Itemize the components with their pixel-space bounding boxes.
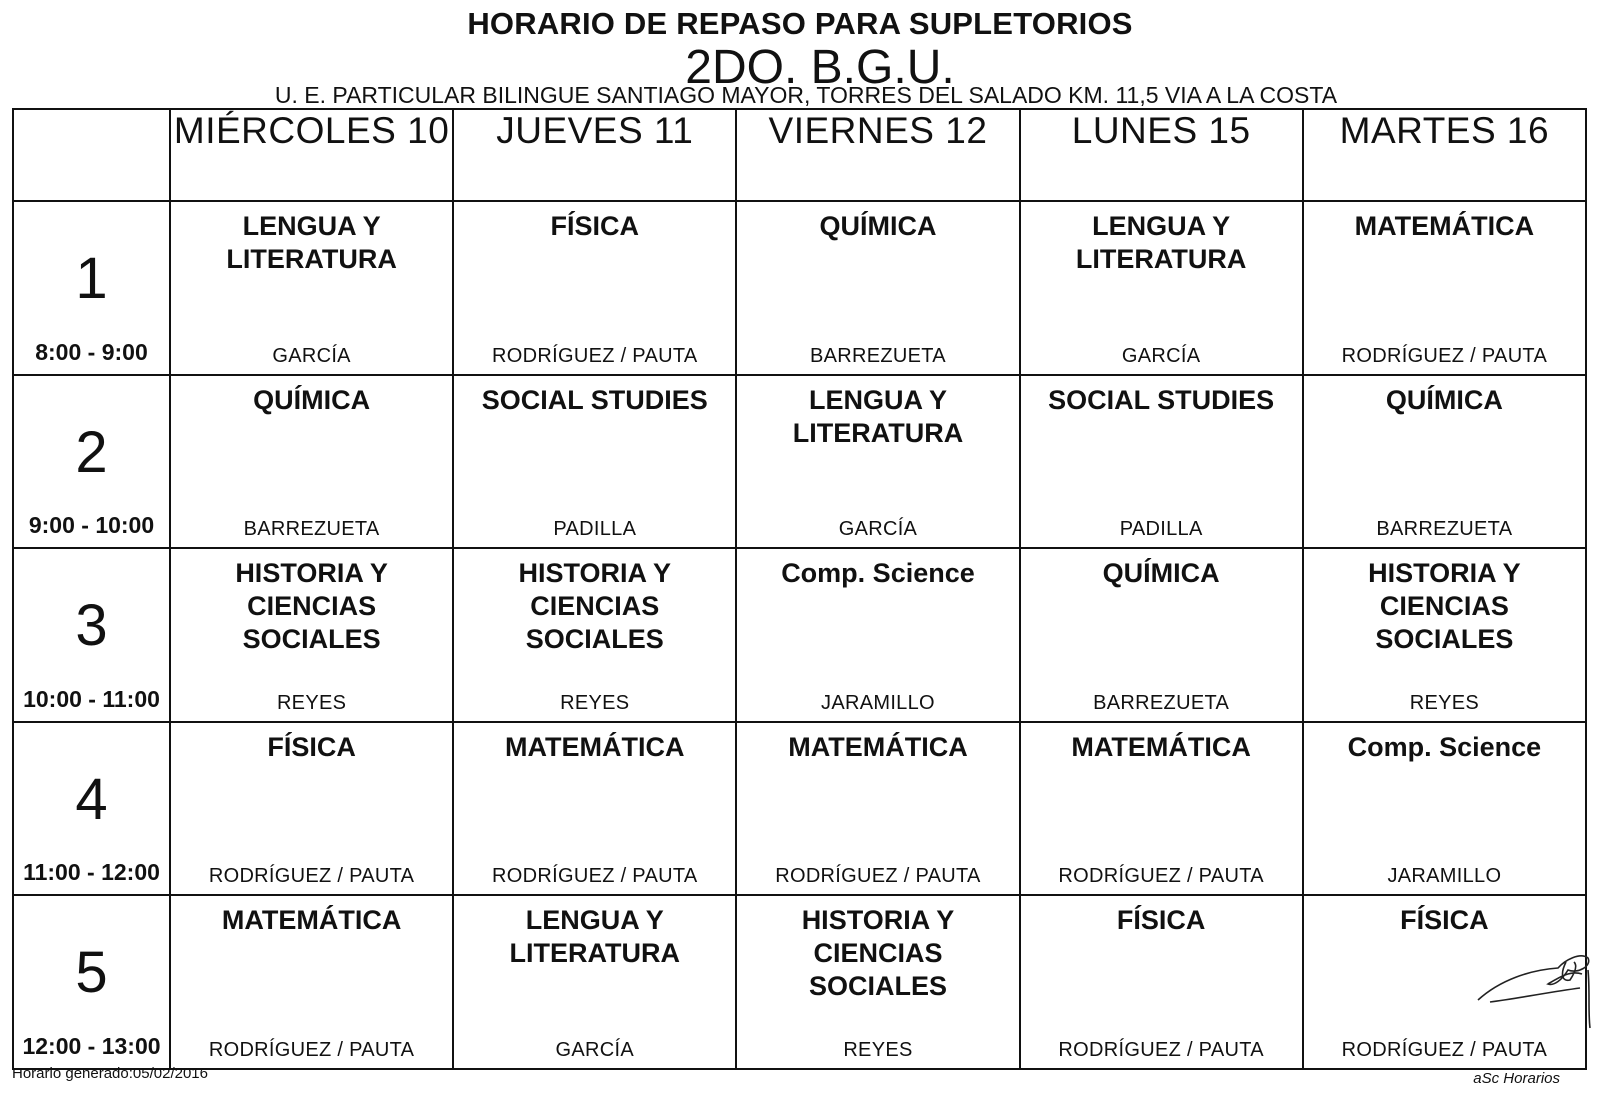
subject-name: QUÍMICA <box>819 211 937 241</box>
teacher-name: RODRÍGUEZ / PAUTA <box>208 865 415 888</box>
day-header: MARTES 16 <box>1303 109 1586 201</box>
schedule-cell <box>170 722 453 896</box>
day-header: VIERNES 12 <box>736 109 1019 201</box>
schedule-cell <box>453 548 736 722</box>
schedule-cell <box>1020 548 1303 722</box>
period-number: 5 <box>75 940 108 1006</box>
subject-name: FÍSICA <box>1400 905 1489 936</box>
period-time: 11:00 - 12:00 <box>23 859 160 886</box>
subject-name: QUÍMICA <box>1385 384 1503 415</box>
teacher-name: PADILLA <box>553 518 637 541</box>
schedule-cell <box>1020 201 1303 375</box>
subject-name: FÍSICA <box>1116 905 1206 936</box>
corner-cell <box>13 109 170 201</box>
period-number: 1 <box>75 246 108 311</box>
teacher-name: BARREZUETA <box>243 518 380 541</box>
subject-name: QUÍMICA <box>1102 558 1220 589</box>
subject-name: MATEMÁTICA <box>1071 731 1251 762</box>
schedule-cell <box>453 375 736 549</box>
subject-name: LENGUA Y LITERATURA <box>792 384 964 448</box>
subject-name: HISTORIA Y CIENCIAS SOCIALES <box>1368 558 1521 655</box>
teacher-name: BARREZUETA <box>1093 691 1230 714</box>
subject-name: MATEMÁTICA <box>221 905 402 936</box>
day-header: MIÉRCOLES 10 <box>170 109 453 201</box>
schedule-cell <box>736 722 1019 896</box>
schedule-cell <box>736 548 1019 722</box>
subject-name: LENGUA Y LITERATURA <box>226 211 397 274</box>
subject-name: LENGUA Y LITERATURA <box>509 905 681 969</box>
subject-name: Comp. Science <box>781 558 975 589</box>
teacher-name: RODRÍGUEZ / PAUTA <box>1341 1039 1548 1061</box>
schedule-cell <box>453 201 736 375</box>
subject-name: HISTORIA Y CIENCIAS SOCIALES <box>518 558 672 655</box>
subject-name: MATEMÁTICA <box>1354 211 1535 241</box>
schedule-cell <box>1303 548 1586 722</box>
period-time: 12:00 - 13:00 <box>22 1033 161 1059</box>
schedule-cell <box>453 895 736 1069</box>
period-number: 3 <box>75 593 108 659</box>
period-time: 9:00 - 10:00 <box>28 512 155 539</box>
schedule-cell <box>1303 201 1586 375</box>
day-header: JUEVES 11 <box>453 109 736 201</box>
period-cell <box>13 548 170 722</box>
teacher-name: RODRÍGUEZ / PAUTA <box>1341 344 1548 367</box>
school-name: U. E. PARTICULAR BILINGUE SANTIAGO MAYOR, TORRES DEL SALADO KM. 11,5 VIA A LA COSTA <box>274 82 1338 108</box>
teacher-name: RODRÍGUEZ / PAUTA <box>775 865 981 888</box>
teacher-name: REYES <box>560 691 630 714</box>
period-row <box>13 548 1586 722</box>
teacher-name: REYES <box>276 691 347 714</box>
day-header-row <box>13 109 1586 201</box>
teacher-name: GARCÍA <box>555 1039 635 1061</box>
teacher-name: GARCÍA <box>272 344 351 367</box>
schedule-cell <box>736 201 1019 375</box>
teacher-name: RODRÍGUEZ / PAUTA <box>1058 865 1264 888</box>
schedule-cell <box>1303 722 1586 896</box>
period-row <box>13 201 1586 375</box>
teacher-name: BARREZUETA <box>1376 518 1513 541</box>
schedule-cell <box>170 548 453 722</box>
schedule-table <box>12 108 1587 1070</box>
period-row <box>13 895 1586 1069</box>
teacher-name: REYES <box>1409 691 1480 714</box>
schedule-cell <box>736 375 1019 549</box>
period-number: 4 <box>75 766 108 832</box>
schedule-cell <box>453 722 736 896</box>
course-name: 2DO. B.G.U. <box>685 41 955 94</box>
teacher-name: BARREZUETA <box>809 344 946 367</box>
document-title: HORARIO DE REPASO PARA SUPLETORIOS <box>467 6 1133 41</box>
teacher-name: RODRÍGUEZ / PAUTA <box>208 1039 415 1061</box>
teacher-name: RODRÍGUEZ / PAUTA <box>492 344 698 367</box>
schedule-cell <box>736 895 1019 1069</box>
schedule-cell <box>170 201 453 375</box>
period-cell <box>13 375 170 549</box>
subject-name: Comp. Science <box>1347 731 1542 762</box>
period-time: 10:00 - 11:00 <box>23 685 160 712</box>
schedule-cell <box>1303 375 1586 549</box>
schedule-cell <box>1020 375 1303 549</box>
subject-name: FÍSICA <box>267 731 356 762</box>
subject-name: HISTORIA Y CIENCIAS SOCIALES <box>801 905 955 1002</box>
teacher-name: JARAMILLO <box>821 691 935 714</box>
day-header: LUNES 15 <box>1020 109 1303 201</box>
subject-name: HISTORIA Y CIENCIAS SOCIALES <box>235 558 388 655</box>
generated-date: Horario generado:05/02/2016 <box>12 1065 208 1082</box>
period-cell <box>13 895 170 1069</box>
teacher-name: REYES <box>843 1039 913 1061</box>
schedule-cell <box>1020 722 1303 896</box>
subject-name: FÍSICA <box>550 211 640 241</box>
period-cell <box>13 722 170 896</box>
period-number: 2 <box>75 419 108 485</box>
period-row <box>13 375 1586 549</box>
teacher-name: GARCÍA <box>1121 344 1201 367</box>
subject-name: QUÍMICA <box>253 384 371 415</box>
teacher-name: RODRÍGUEZ / PAUTA <box>492 865 698 888</box>
period-cell <box>13 201 170 375</box>
signature-mark <box>1470 940 1595 1030</box>
software-credit: aSc Horarios <box>1473 1070 1560 1087</box>
teacher-name: JARAMILLO <box>1387 865 1502 888</box>
period-row <box>13 722 1586 896</box>
schedule-cell <box>170 895 453 1069</box>
subject-name: MATEMÁTICA <box>788 731 968 762</box>
subject-name: LENGUA Y LITERATURA <box>1075 211 1247 274</box>
period-time: 8:00 - 9:00 <box>35 338 148 365</box>
schedule-cell <box>1020 895 1303 1069</box>
teacher-name: RODRÍGUEZ / PAUTA <box>1058 1039 1264 1061</box>
teacher-name: GARCÍA <box>838 518 918 541</box>
schedule-cell <box>170 375 453 549</box>
subject-name: SOCIAL STUDIES <box>1048 384 1275 415</box>
teacher-name: PADILLA <box>1119 518 1203 541</box>
subject-name: MATEMÁTICA <box>505 731 685 762</box>
subject-name: SOCIAL STUDIES <box>481 384 708 415</box>
